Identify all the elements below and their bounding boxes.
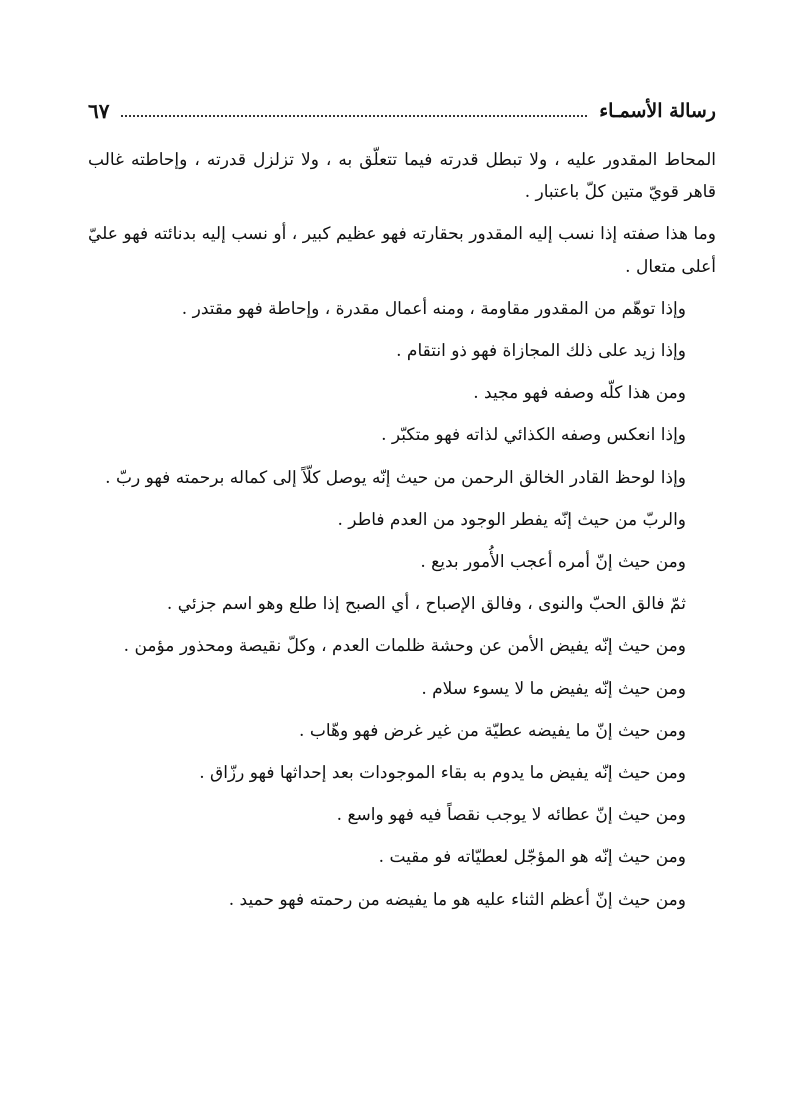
dot-leader (121, 115, 587, 117)
paragraph: ومن حيث إنّه يفيض ما يدوم به بقاء الموجودات بعد إحداثها فهو رزّاق . (199, 763, 686, 784)
page-body (88, 144, 716, 926)
paragraph: ومن حيث إنّ عطائه لا يوجب نقصاً فيه فهو واسع . (336, 805, 686, 826)
paragraph: وما هذا صفته إذا نسب إليه المقدور بحقارته فهو عظيم كبير ، أو نسب إليه بدنائته فهو عليّ أعلى متعال . (88, 224, 716, 277)
paragraph: ومن حيث إنّ ما يفيضه عطيّة من غير غرض فهو وهّاب . (299, 720, 686, 741)
page-header (88, 94, 716, 128)
paragraph: والربّ من حيث إنّه يفطر الوجود من العدم فاطر . (337, 509, 686, 530)
paragraph: ومن حيث إنّه يفيض ما لا يسوء سلام . (421, 678, 686, 699)
paragraph: ومن هذا كلّه وصفه فهو مجيد . (473, 383, 686, 404)
paragraph: ومن حيث إنّ أمره أعجب الأُمور بديع . (420, 552, 686, 573)
paragraph: ومن حيث إنّ أعظم الثناء عليه هو ما يفيضه من رحمته فهو حميد . (228, 889, 686, 910)
paragraph: وإذا لوحظ القادر الخالق الرحمن من حيث إنّه يوصل كلّاً إلى كماله برحمته فهو ربّ . (105, 467, 686, 488)
paragraph: ومن حيث إنّه هو المؤجّل لعطيّاته فو مقيت . (378, 847, 686, 868)
paragraph: ومن حيث إنّه يفيض الأمن عن وحشة ظلمات العدم ، وكلّ نقيصة ومحذور مؤمن . (123, 636, 686, 657)
paragraph: وإذا توهّم من المقدور مقاومة ، ومنه أعمال مقدرة ، وإحاطة فهو مقتدر . (181, 298, 686, 319)
paragraph: وإذا زيد على ذلك المجازاة فهو ذو انتقام . (396, 341, 686, 362)
page-number: ٦٧ (88, 99, 110, 123)
paragraph: وإذا انعكس وصفه الكذائي لذاته فهو متكبّر . (381, 425, 686, 446)
paragraph: المحاط المقدور عليه ، ولا تبطل قدرته فيما تتعلّق به ، ولا تزلزل قدرته ، وإحاطته غالب قاهر قويّ متين كلّ باعتبار . (88, 150, 716, 203)
running-title: رسالة الأسمـاء (599, 100, 716, 122)
paragraph: ثمّ فالق الحبّ والنوى ، وفالق الإصباح ، أي الصبح إذا طلع وهو اسم جزئي . (166, 594, 686, 615)
